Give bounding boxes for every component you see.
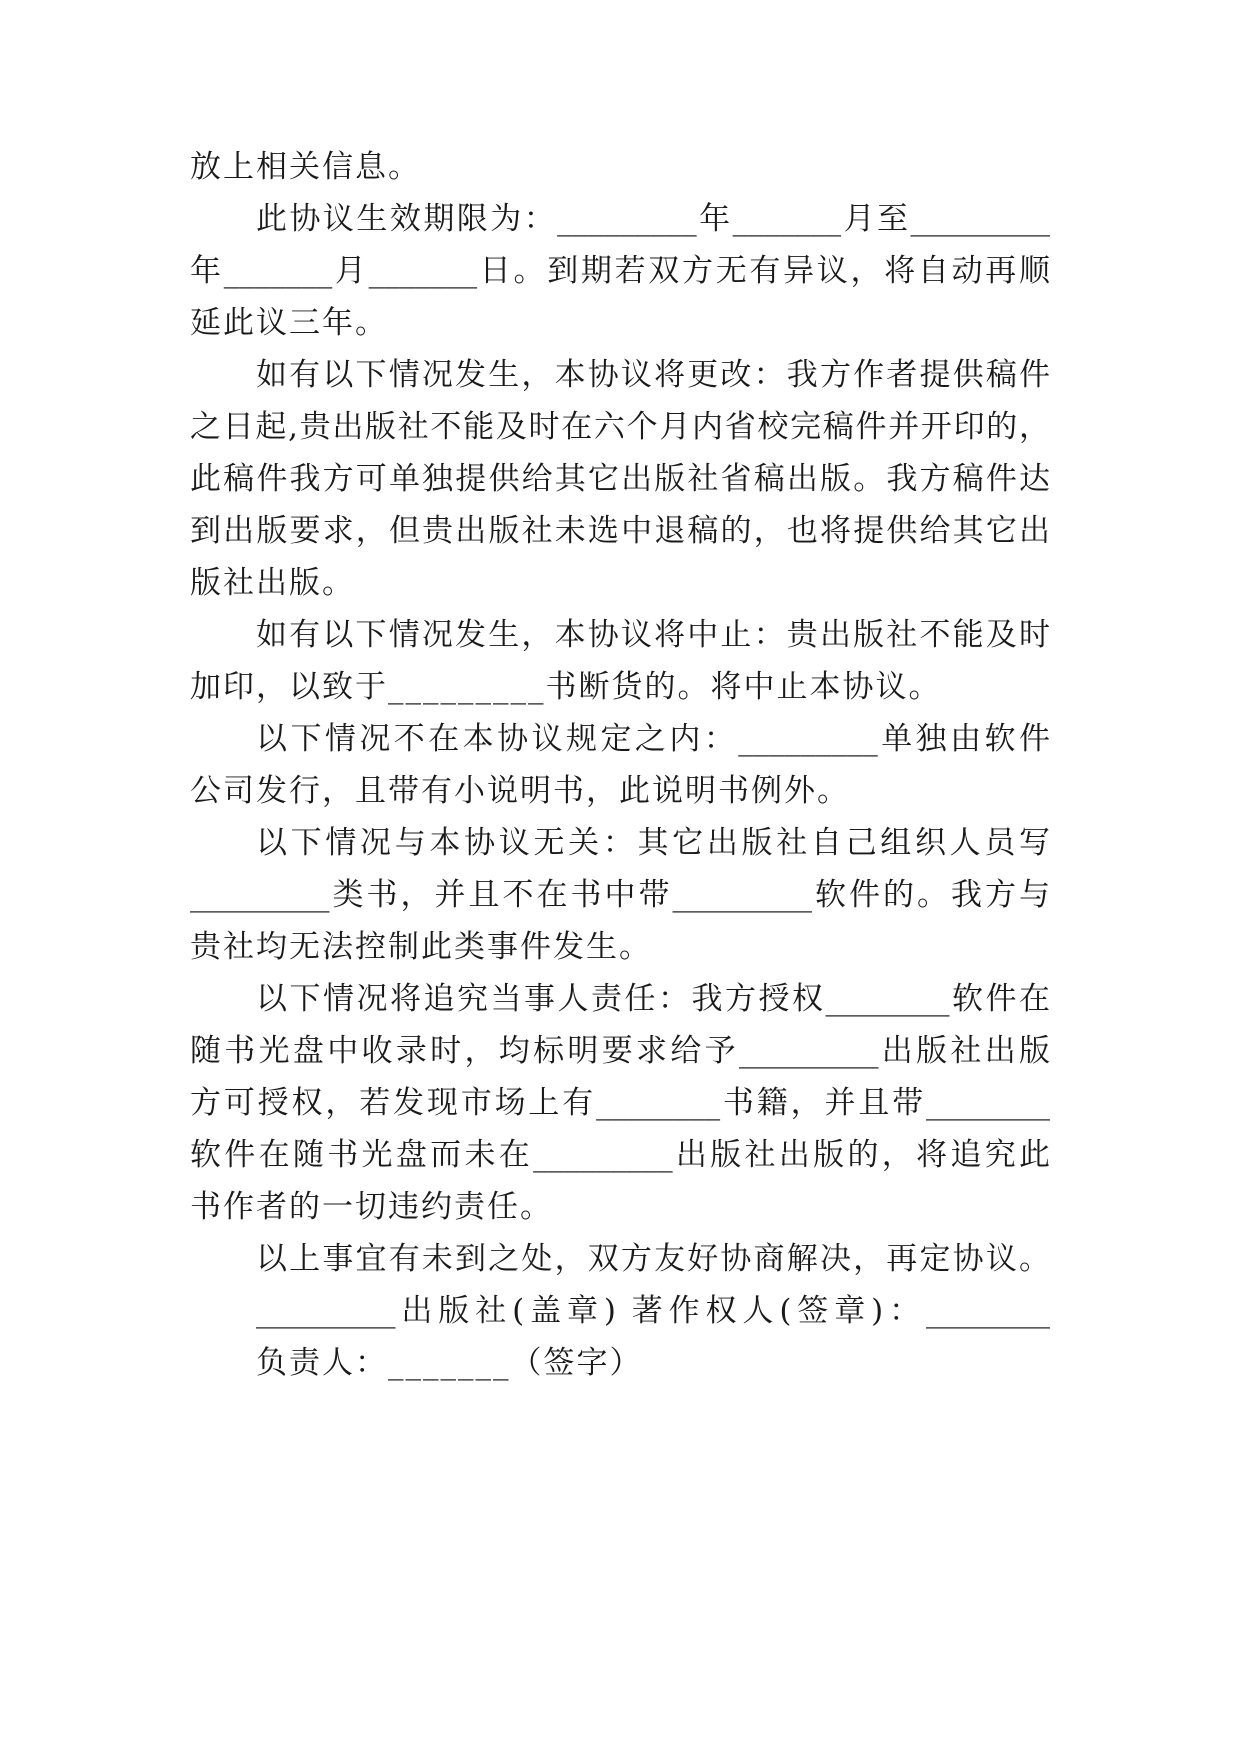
text-line-22: 以上事宜有未到之处，双方友好协商解决，再定协议。 bbox=[256, 1241, 1050, 1277]
text-line-9: 版社出版。 bbox=[190, 565, 355, 601]
signature-line-publisher-author: _________出版社(盖章) 著作权人(签章)：________ bbox=[256, 1293, 1050, 1329]
text-line-15: _________类书，并且不在书中带_________软件的。我方与 bbox=[190, 877, 1050, 913]
text-line-2: 此协议生效期限为：_________年_______月至_________ bbox=[256, 201, 1050, 237]
text-line-12: 以下情况不在本协议规定之内：_________单独由软件 bbox=[256, 721, 1050, 757]
text-line-21: 书作者的一切违约责任。 bbox=[190, 1189, 553, 1225]
text-line-17: 以下情况将追究当事人责任：我方授权________软件在 bbox=[256, 981, 1050, 1017]
text-line-3: 年_______月_______日。到期若双方无有异议，将自动再顺 bbox=[190, 253, 1050, 289]
text-line-10: 如有以下情况发生，本协议将中止：贵出版社不能及时 bbox=[256, 617, 1050, 653]
text-line-14: 以下情况与本协议无关：其它出版社自己组织人员写 bbox=[256, 825, 1050, 861]
text-line-5: 如有以下情况发生，本协议将更改：我方作者提供稿件 bbox=[256, 357, 1050, 393]
text-line-7: 此稿件我方可单独提供给其它出版社省稿出版。我方稿件达 bbox=[190, 461, 1050, 497]
text-line-11: 加印，以致于_________书断货的。将中止本协议。 bbox=[190, 669, 942, 705]
text-line-13: 公司发行，且带有小说明书，此说明书例外。 bbox=[190, 773, 850, 809]
text-line-4: 延此议三年。 bbox=[190, 305, 388, 341]
text-line-8: 到出版要求，但贵出版社未选中退稿的，也将提供给其它出 bbox=[190, 513, 1050, 549]
text-line-20: 软件在随书光盘而未在_________出版社出版的，将追究此 bbox=[190, 1137, 1050, 1173]
text-line-1: 放上相关信息。 bbox=[190, 149, 421, 185]
text-line-19: 方可授权，若发现市场上有________书籍，并且带________ bbox=[190, 1085, 1050, 1121]
text-line-18: 随书光盘中收录时，均标明要求给予_________出版社出版 bbox=[190, 1033, 1050, 1069]
text-line-6: 之日起,贵出版社不能及时在六个月内省校完稿件并开印的， bbox=[190, 409, 1050, 445]
signature-line-responsible-person: 负责人：_______（签字） bbox=[256, 1345, 643, 1381]
text-line-16: 贵社均无法控制此类事件发生。 bbox=[190, 929, 652, 965]
